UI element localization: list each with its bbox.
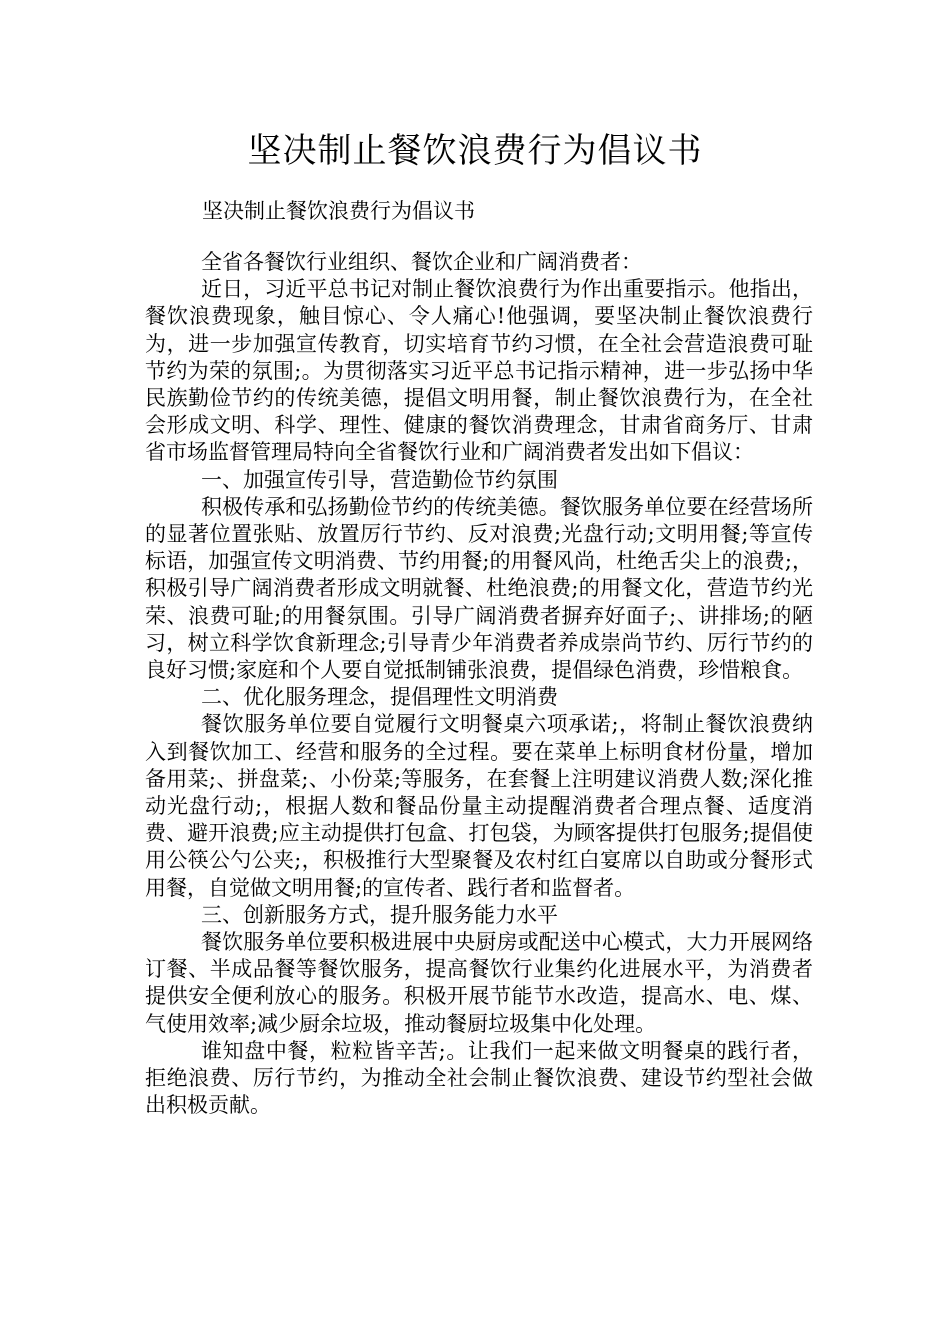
section-heading-1: 一、加强宣传引导，营造勤俭节约氛围 bbox=[201, 467, 558, 492]
paragraph-intro: 近日，习近平总书记对制止餐饮浪费行为作出重要指示。他指出，餐饮浪费现象，触目惊心、令人痛心!他强调，要坚决制止餐饮浪费行为，进一步加强宣传教育，切实培育节约习惯，在全社会营造浪费可耻节约为荣的氛围;。为贯彻落实习近平总书记指示精神，进一步弘扬中华民族勤俭节约的传统美德，提倡文明用餐，制止餐饮浪费行为，在全社会形成文明、科学、理性、健康的餐饮消费理念，甘肃省商务厅、甘肃省市场监督管理局特向全省餐饮行业和广阔消费者发出如下倡议： bbox=[145, 277, 813, 465]
document-body bbox=[145, 249, 813, 1120]
document-subtitle: 坚决制止餐饮浪费行为倡议书 bbox=[202, 199, 475, 223]
document-title: 坚决制止餐饮浪费行为倡议书 bbox=[247, 131, 703, 171]
section-heading-3: 三、创新服务方式，提升服务能力水平 bbox=[201, 902, 558, 927]
paragraph-section-2: 餐饮服务单位要自觉履行文明餐桌六项承诺;，将制止餐饮浪费纳入到餐饮加工、经营和服务的全过程。要在菜单上标明食材份量，增加备用菜;、拼盘菜;、小份菜;等服务，在套餐上注明建议消费人数;深化推动光盘行动;，根据人数和餐品份量主动提醒消费者合理点餐、适度消费、避开浪费;应主动提供打包盒、打包袋，为顾客提供打包服务;提倡使用公筷公勺公夹;，积极推行大型聚餐及农村红白宴席以自助或分餐形式用餐，自觉做文明用餐;的宣传者、践行者和监督者。 bbox=[145, 712, 813, 900]
paragraph-closing: 谁知盘中餐，粒粒皆辛苦;。让我们一起来做文明餐桌的践行者，拒绝浪费、厉行节约，为推动全社会制止餐饮浪费、建设节约型社会做出积极贡献。 bbox=[145, 1038, 813, 1118]
paragraph-section-1: 积极传承和弘扬勤俭节约的传统美德。餐饮服务单位要在经营场所的显著位置张贴、放置厉行节约、反对浪费;光盘行动;文明用餐;等宣传标语，加强宣传文明消费、节约用餐;的用餐风尚，杜绝舌尖上的浪费;，积极引导广阔消费者形成文明就餐、杜绝浪费;的用餐文化，营造节约光荣、浪费可耻;的用餐氛围。引导广阔消费者摒弃好面子;、讲排场;的陋习，树立科学饮食新理念;引导青少年消费者养成崇尚节约、厉行节约的良好习惯;家庭和个人要自觉抵制铺张浪费，提倡绿色消费，珍惜粮食。 bbox=[145, 494, 813, 683]
section-heading-2: 二、优化服务理念，提倡理性文明消费 bbox=[201, 685, 558, 710]
salutation: 全省各餐饮行业组织、餐饮企业和广阔消费者： bbox=[201, 250, 642, 274]
paragraph-section-3: 餐饮服务单位要积极进展中央厨房或配送中心模式，大力开展网络订餐、半成品餐等餐饮服务，提高餐饮行业集约化进展水平，为消费者提供安全便利放心的服务。积极开展节能节水改造，提高水、电、煤、气使用效率;减少厨余垃圾，推动餐厨垃圾集中化处理。 bbox=[145, 930, 813, 1036]
